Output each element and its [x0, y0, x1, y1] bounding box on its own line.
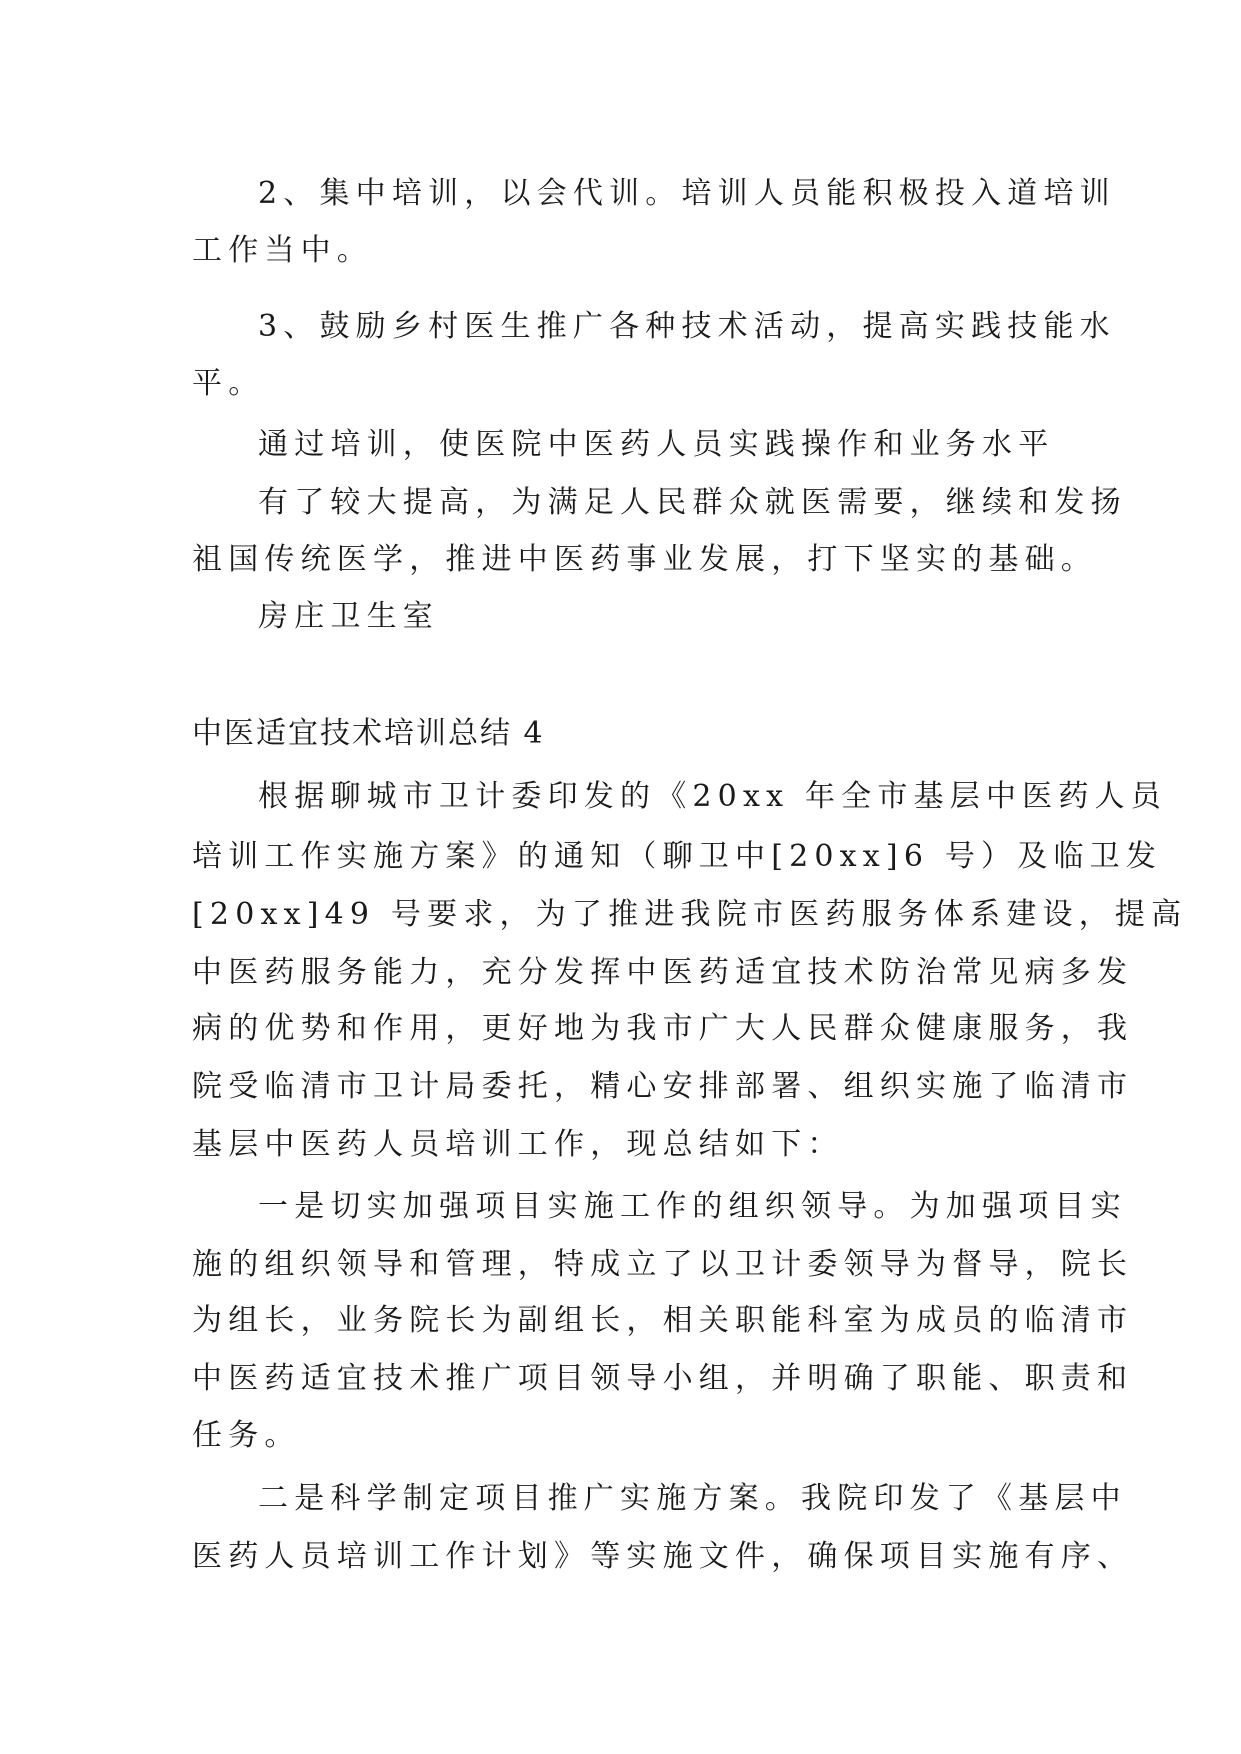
- paragraph-line: 2、集中培训，以会代训。培训人员能积极投入道培训: [258, 176, 1116, 211]
- paragraph-line: 医药人员培训工作计划》等实施文件，确保项目实施有序、: [192, 1539, 1134, 1574]
- paragraph-line: 3、鼓励乡村医生推广各种技术活动，提高实践技能水: [258, 309, 1116, 344]
- paragraph-line: 二是科学制定项目推广实施方案。我院印发了《基层中: [258, 1481, 1127, 1516]
- paragraph-line: 中医药适宜技术推广项目领导小组，并明确了职能、职责和: [192, 1361, 1134, 1396]
- paragraph-line: 一是切实加强项目实施工作的组织领导。为加强项目实: [258, 1189, 1127, 1224]
- paragraph-line: [20xx]49 号要求，为了推进我院市医药服务体系建设，提高: [192, 897, 1188, 932]
- paragraph-line: 基层中医药人员培训工作，现总结如下：: [192, 1127, 844, 1162]
- paragraph-line: 工作当中。: [192, 233, 373, 268]
- paragraph-line: 施的组织领导和管理，特成立了以卫计委领导为督导，院长: [192, 1247, 1134, 1282]
- paragraph-line: 祖国传统医学，推进中医药事业发展，打下坚实的基础。: [192, 542, 1097, 577]
- paragraph-line: 为组长，业务院长为副组长，相关职能科室为成员的临清市: [192, 1303, 1134, 1338]
- paragraph-line: 根据聊城市卫计委印发的《20xx 年全市基层中医药人员: [258, 779, 1167, 814]
- paragraph-line: 病的优势和作用，更好地为我市广大人民群众健康服务，我: [192, 1011, 1134, 1046]
- section-title: 中医适宜技术培训总结 4: [192, 716, 545, 751]
- paragraph-line: 通过培训，使医院中医药人员实践操作和业务水平: [258, 427, 1055, 462]
- signature-line: 房庄卫生室: [258, 599, 439, 634]
- paragraph-line: 院受临清市卫计局委托，精心安排部署、组织实施了临清市: [192, 1069, 1134, 1104]
- paragraph-line: 中医药服务能力，充分发挥中医药适宜技术防治常见病多发: [192, 955, 1134, 990]
- paragraph-line: 培训工作实施方案》的通知（聊卫中[20xx]6 号）及临卫发: [192, 839, 1163, 874]
- paragraph-line: 平。: [192, 366, 265, 401]
- paragraph-line: 有了较大提高，为满足人民群众就医需要，继续和发扬: [258, 485, 1127, 520]
- paragraph-line: 任务。: [192, 1418, 301, 1453]
